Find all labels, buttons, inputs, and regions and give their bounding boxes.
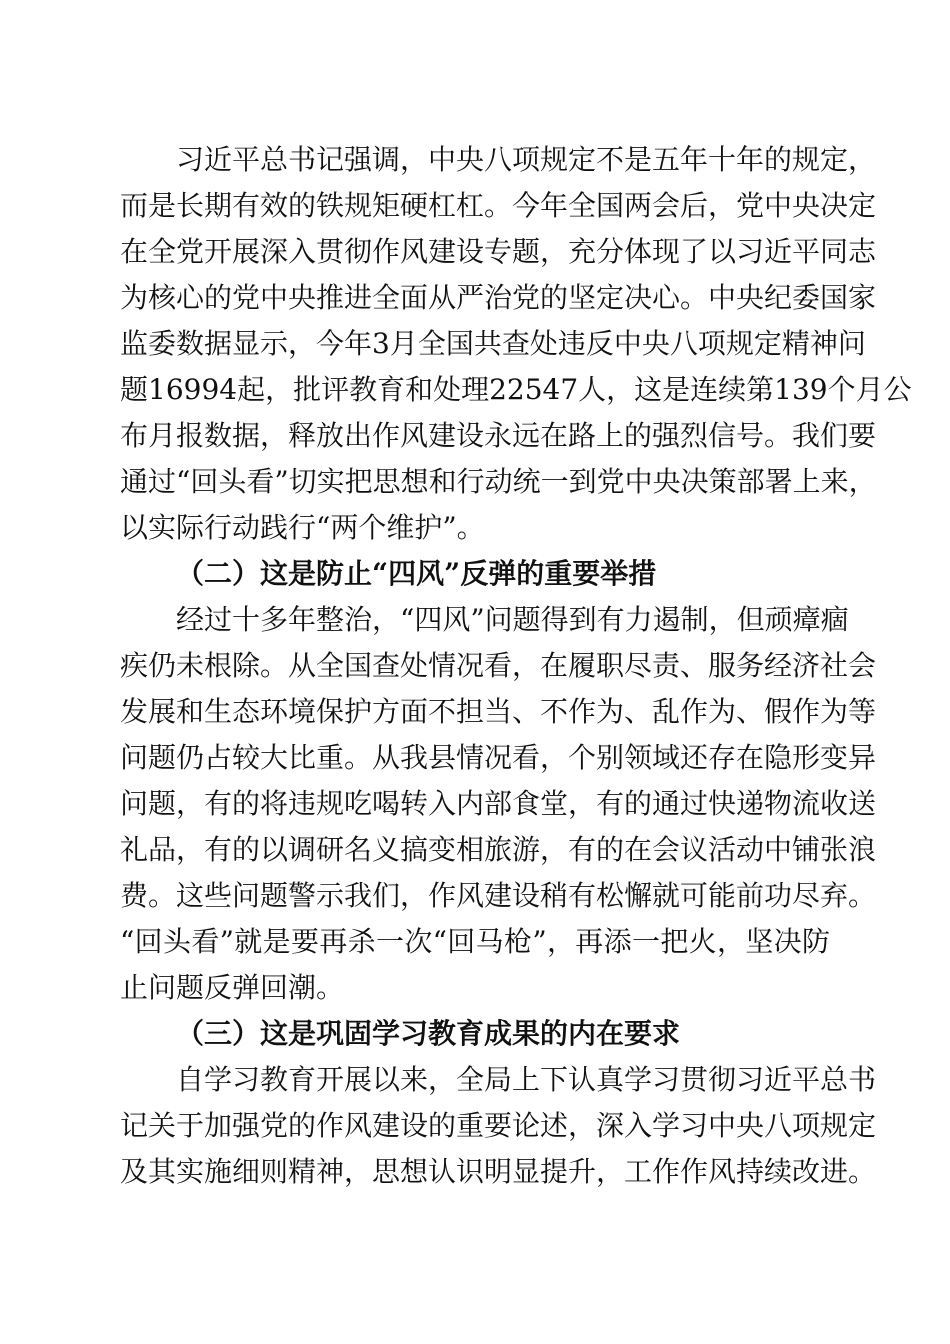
paragraph-1-line-7: 布月报数据，释放出作风建设永远在路上的强烈信号。我们要 [120,419,877,452]
section-heading-2: （二）这是防止“四风”反弹的重要举措 [176,557,657,590]
paragraph-1-line-2: 而是长期有效的铁规矩硬杠杠。今年全国两会后，党中央决定 [120,189,877,222]
paragraph-2-line-6: 礼品，有的以调研名义搞变相旅游，有的在会议活动中铺张浪 [120,833,877,866]
paragraph-1-line-6: 题16994起，批评教育和处理22547人，这是连续第139个月公 [120,373,912,406]
paragraph-2-line-9: 止问题反弹回潮。 [120,971,345,1004]
paragraph-2-line-7: 费。这些问题警示我们，作风建设稍有松懈就可能前功尽弃。 [120,879,877,912]
paragraph-1-line-5: 监委数据显示，今年3月全国共查处违反中央八项规定精神问 [120,327,866,360]
paragraph-1-line-9: 以实际行动践行“两个维护”。 [120,511,485,544]
paragraph-2-line-3: 发展和生态环境保护方面不担当、不作为、乱作为、假作为等 [120,695,877,728]
paragraph-1-line-8: 通过“回头看”切实把思想和行动统一到党中央决策部署上来， [120,465,877,498]
paragraph-2-line-4: 问题仍占较大比重。从我县情况看，个别领域还存在隐形变异 [120,741,877,774]
paragraph-3-line-2: 记关于加强党的作风建设的重要论述，深入学习中央八项规定 [120,1109,877,1142]
paragraph-3-line-3: 及其实施细则精神，思想认识明显提升，工作作风持续改进。 [120,1155,877,1188]
paragraph-2-line-2: 疾仍未根除。从全国查处情况看，在履职尽责、服务经济社会 [120,649,877,682]
paragraph-2-line-8: “回头看”就是要再杀一次“回马枪”，再添一把火，坚决防 [120,925,830,958]
paragraph-2-line-5: 问题，有的将违规吃喝转入内部食堂，有的通过快递物流收送 [120,787,877,820]
paragraph-1-line-1: 习近平总书记强调，中央八项规定不是五年十年的规定， [176,143,877,176]
section-heading-3: （三）这是巩固学习教育成果的内在要求 [176,1017,681,1050]
paragraph-3-line-1: 自学习教育开展以来，全局上下认真学习贯彻习近平总书 [176,1063,877,1096]
paragraph-1-line-4: 为核心的党中央推进全面从严治党的坚定决心。中央纪委国家 [120,281,877,314]
paragraph-2-line-1: 经过十多年整治，“四风”问题得到有力遏制，但顽瘴痼 [176,603,849,636]
paragraph-1-line-3: 在全党开展深入贯彻作风建设专题，充分体现了以习近平同志 [120,235,877,268]
